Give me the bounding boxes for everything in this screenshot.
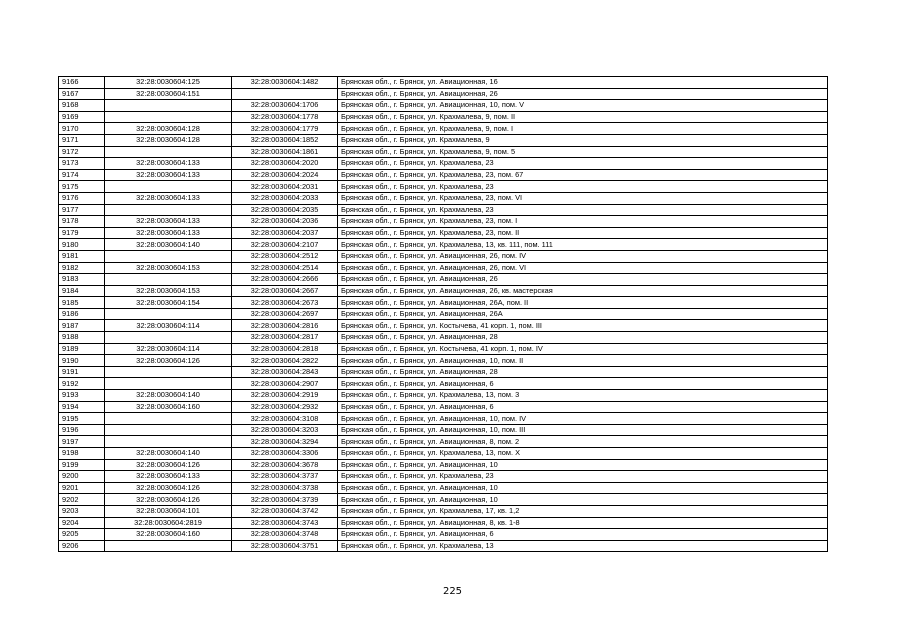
table-row bbox=[59, 494, 828, 506]
object-cadastral-cell: 32:28:0030604:3294 bbox=[232, 436, 338, 448]
object-cadastral-cell: 32:28:0030604:2031 bbox=[232, 181, 338, 193]
object-cadastral-cell: 32:28:0030604:2697 bbox=[232, 308, 338, 320]
parcel-cadastral-cell: 32:28:0030604:125 bbox=[105, 77, 232, 89]
object-cadastral-cell: 32:28:0030604:3678 bbox=[232, 459, 338, 471]
address-cell: Брянская обл., г. Брянск, ул. Крахмалева, 23 bbox=[338, 181, 828, 193]
parcel-cadastral-cell: 32:28:0030604:133 bbox=[105, 169, 232, 181]
parcel-cadastral-cell: 32:28:0030604:114 bbox=[105, 343, 232, 355]
object-cadastral-cell: 32:28:0030604:1482 bbox=[232, 77, 338, 89]
table-row bbox=[59, 192, 828, 204]
parcel-cadastral-cell bbox=[105, 366, 232, 378]
address-cell: Брянская обл., г. Брянск, ул. Авиационная, 10, пом. V bbox=[338, 100, 828, 112]
object-cadastral-cell: 32:28:0030604:2020 bbox=[232, 158, 338, 170]
row-number-cell: 9189 bbox=[59, 343, 105, 355]
row-number-cell: 9175 bbox=[59, 181, 105, 193]
table-row bbox=[59, 355, 828, 367]
object-cadastral-cell: 32:28:0030604:2107 bbox=[232, 239, 338, 251]
address-cell: Брянская обл., г. Брянск, ул. Крахмалева, 23 bbox=[338, 471, 828, 483]
row-number-cell: 9192 bbox=[59, 378, 105, 390]
parcel-cadastral-cell bbox=[105, 332, 232, 344]
row-number-cell: 9186 bbox=[59, 308, 105, 320]
parcel-cadastral-cell bbox=[105, 540, 232, 552]
row-number-cell: 9196 bbox=[59, 424, 105, 436]
row-number-cell: 9199 bbox=[59, 459, 105, 471]
address-cell: Брянская обл., г. Брянск, ул. Авиационная, 28 bbox=[338, 366, 828, 378]
address-cell: Брянская обл., г. Брянск, ул. Крахмалева, 23, пом. VI bbox=[338, 192, 828, 204]
object-cadastral-cell: 32:28:0030604:2035 bbox=[232, 204, 338, 216]
table-row bbox=[59, 250, 828, 262]
object-cadastral-cell: 32:28:0030604:3743 bbox=[232, 517, 338, 529]
parcel-cadastral-cell: 32:28:0030604:133 bbox=[105, 192, 232, 204]
table-row bbox=[59, 262, 828, 274]
row-number-cell: 9184 bbox=[59, 285, 105, 297]
table-row bbox=[59, 77, 828, 89]
table-row bbox=[59, 146, 828, 158]
object-cadastral-cell: 32:28:0030604:2512 bbox=[232, 250, 338, 262]
row-number-cell: 9203 bbox=[59, 505, 105, 517]
object-cadastral-cell: 32:28:0030604:2024 bbox=[232, 169, 338, 181]
parcel-cadastral-cell: 32:28:0030604:160 bbox=[105, 401, 232, 413]
address-cell: Брянская обл., г. Брянск, ул. Авиационная, 8, кв. 1-8 bbox=[338, 517, 828, 529]
address-cell: Брянская обл., г. Брянск, ул. Авиационная, 26, пом. VI bbox=[338, 262, 828, 274]
parcel-cadastral-cell bbox=[105, 378, 232, 390]
table-row bbox=[59, 134, 828, 146]
table-row bbox=[59, 100, 828, 112]
object-cadastral-cell: 32:28:0030604:3108 bbox=[232, 413, 338, 425]
table-row bbox=[59, 471, 828, 483]
address-cell: Брянская обл., г. Брянск, ул. Крахмалева, 23 bbox=[338, 204, 828, 216]
cadastral-table-body bbox=[59, 77, 828, 552]
table-row bbox=[59, 111, 828, 123]
table-row bbox=[59, 308, 828, 320]
object-cadastral-cell: 32:28:0030604:2667 bbox=[232, 285, 338, 297]
address-cell: Брянская обл., г. Брянск, ул. Авиационная, 26А, пом. II bbox=[338, 297, 828, 309]
row-number-cell: 9178 bbox=[59, 216, 105, 228]
address-cell: Брянская обл., г. Брянск, ул. Крахмалева, 13 bbox=[338, 540, 828, 552]
cadastral-table bbox=[58, 76, 828, 552]
parcel-cadastral-cell bbox=[105, 111, 232, 123]
parcel-cadastral-cell: 32:28:0030604:140 bbox=[105, 390, 232, 402]
table-row bbox=[59, 88, 828, 100]
table-row bbox=[59, 459, 828, 471]
row-number-cell: 9181 bbox=[59, 250, 105, 262]
address-cell: Брянская обл., г. Брянск, ул. Авиационная, 8, пом. 2 bbox=[338, 436, 828, 448]
row-number-cell: 9200 bbox=[59, 471, 105, 483]
address-cell: Брянская обл., г. Брянск, ул. Крахмалева, 23, пом. I bbox=[338, 216, 828, 228]
parcel-cadastral-cell: 32:28:0030604:153 bbox=[105, 262, 232, 274]
address-cell: Брянская обл., г. Брянск, ул. Авиационная, 26, пом. IV bbox=[338, 250, 828, 262]
parcel-cadastral-cell: 32:28:0030604:133 bbox=[105, 158, 232, 170]
object-cadastral-cell: 32:28:0030604:2843 bbox=[232, 366, 338, 378]
object-cadastral-cell: 32:28:0030604:1861 bbox=[232, 146, 338, 158]
address-cell: Брянская обл., г. Брянск, ул. Крахмалева, 23 bbox=[338, 158, 828, 170]
address-cell: Брянская обл., г. Брянск, ул. Авиационная, 26 bbox=[338, 274, 828, 286]
address-cell: Брянская обл., г. Брянск, ул. Авиационная, 6 bbox=[338, 401, 828, 413]
table-row bbox=[59, 517, 828, 529]
parcel-cadastral-cell: 32:28:0030604:153 bbox=[105, 285, 232, 297]
table-row bbox=[59, 285, 828, 297]
table-row bbox=[59, 448, 828, 460]
parcel-cadastral-cell bbox=[105, 436, 232, 448]
object-cadastral-cell: 32:28:0030604:2037 bbox=[232, 227, 338, 239]
table-row bbox=[59, 227, 828, 239]
object-cadastral-cell: 32:28:0030604:1852 bbox=[232, 134, 338, 146]
address-cell: Брянская обл., г. Брянск, ул. Авиационная, 16 bbox=[338, 77, 828, 89]
object-cadastral-cell: 32:28:0030604:3742 bbox=[232, 505, 338, 517]
address-cell: Брянская обл., г. Брянск, ул. Крахмалева, 13, пом. X bbox=[338, 448, 828, 460]
parcel-cadastral-cell: 32:28:0030604:140 bbox=[105, 448, 232, 460]
row-number-cell: 9206 bbox=[59, 540, 105, 552]
row-number-cell: 9177 bbox=[59, 204, 105, 216]
address-cell: Брянская обл., г. Брянск, ул. Крахмалева, 9, пом. 5 bbox=[338, 146, 828, 158]
parcel-cadastral-cell: 32:28:0030604:101 bbox=[105, 505, 232, 517]
address-cell: Брянская обл., г. Брянск, ул. Крахмалева, 9, пом. II bbox=[338, 111, 828, 123]
parcel-cadastral-cell: 32:28:0030604:126 bbox=[105, 482, 232, 494]
object-cadastral-cell: 32:28:0030604:2816 bbox=[232, 320, 338, 332]
address-cell: Брянская обл., г. Брянск, ул. Авиационная, 26А bbox=[338, 308, 828, 320]
parcel-cadastral-cell: 32:28:0030604:114 bbox=[105, 320, 232, 332]
table-row bbox=[59, 169, 828, 181]
row-number-cell: 9191 bbox=[59, 366, 105, 378]
table-row bbox=[59, 505, 828, 517]
table-row bbox=[59, 158, 828, 170]
parcel-cadastral-cell: 32:28:0030604:128 bbox=[105, 134, 232, 146]
parcel-cadastral-cell: 32:28:0030604:154 bbox=[105, 297, 232, 309]
parcel-cadastral-cell: 32:28:0030604:128 bbox=[105, 123, 232, 135]
row-number-cell: 9188 bbox=[59, 332, 105, 344]
parcel-cadastral-cell: 32:28:0030604:126 bbox=[105, 355, 232, 367]
object-cadastral-cell: 32:28:0030604:3751 bbox=[232, 540, 338, 552]
table-row bbox=[59, 401, 828, 413]
address-cell: Брянская обл., г. Брянск, ул. Авиационная, 6 bbox=[338, 529, 828, 541]
parcel-cadastral-cell: 32:28:0030604:2819 bbox=[105, 517, 232, 529]
table-row bbox=[59, 378, 828, 390]
parcel-cadastral-cell bbox=[105, 146, 232, 158]
parcel-cadastral-cell bbox=[105, 250, 232, 262]
row-number-cell: 9187 bbox=[59, 320, 105, 332]
row-number-cell: 9182 bbox=[59, 262, 105, 274]
table-row bbox=[59, 332, 828, 344]
parcel-cadastral-cell: 32:28:0030604:133 bbox=[105, 227, 232, 239]
row-number-cell: 9173 bbox=[59, 158, 105, 170]
parcel-cadastral-cell bbox=[105, 424, 232, 436]
object-cadastral-cell bbox=[232, 88, 338, 100]
parcel-cadastral-cell: 32:28:0030604:133 bbox=[105, 471, 232, 483]
object-cadastral-cell: 32:28:0030604:2036 bbox=[232, 216, 338, 228]
table-row bbox=[59, 413, 828, 425]
row-number-cell: 9195 bbox=[59, 413, 105, 425]
parcel-cadastral-cell: 32:28:0030604:160 bbox=[105, 529, 232, 541]
row-number-cell: 9205 bbox=[59, 529, 105, 541]
page-number: 225 bbox=[442, 586, 463, 597]
object-cadastral-cell: 32:28:0030604:2817 bbox=[232, 332, 338, 344]
object-cadastral-cell: 32:28:0030604:2822 bbox=[232, 355, 338, 367]
address-cell: Брянская обл., г. Брянск, ул. Крахмалева, 13, кв. 111, пом. 111 bbox=[338, 239, 828, 251]
row-number-cell: 9193 bbox=[59, 390, 105, 402]
row-number-cell: 9172 bbox=[59, 146, 105, 158]
row-number-cell: 9180 bbox=[59, 239, 105, 251]
table-row bbox=[59, 482, 828, 494]
address-cell: Брянская обл., г. Брянск, ул. Крахмалева, 17, кв. 1,2 bbox=[338, 505, 828, 517]
table-row bbox=[59, 436, 828, 448]
table-row bbox=[59, 204, 828, 216]
row-number-cell: 9168 bbox=[59, 100, 105, 112]
row-number-cell: 9198 bbox=[59, 448, 105, 460]
row-number-cell: 9174 bbox=[59, 169, 105, 181]
table-row bbox=[59, 320, 828, 332]
address-cell: Брянская обл., г. Брянск, ул. Крахмалева, 9 bbox=[338, 134, 828, 146]
parcel-cadastral-cell bbox=[105, 204, 232, 216]
object-cadastral-cell: 32:28:0030604:3738 bbox=[232, 482, 338, 494]
object-cadastral-cell: 32:28:0030604:3739 bbox=[232, 494, 338, 506]
object-cadastral-cell: 32:28:0030604:3748 bbox=[232, 529, 338, 541]
object-cadastral-cell: 32:28:0030604:2907 bbox=[232, 378, 338, 390]
address-cell: Брянская обл., г. Брянск, ул. Авиационная, 10 bbox=[338, 459, 828, 471]
parcel-cadastral-cell bbox=[105, 100, 232, 112]
parcel-cadastral-cell: 32:28:0030604:126 bbox=[105, 459, 232, 471]
row-number-cell: 9169 bbox=[59, 111, 105, 123]
table-row bbox=[59, 343, 828, 355]
parcel-cadastral-cell: 32:28:0030604:133 bbox=[105, 216, 232, 228]
object-cadastral-cell: 32:28:0030604:3737 bbox=[232, 471, 338, 483]
object-cadastral-cell: 32:28:0030604:2818 bbox=[232, 343, 338, 355]
object-cadastral-cell: 32:28:0030604:2033 bbox=[232, 192, 338, 204]
row-number-cell: 9166 bbox=[59, 77, 105, 89]
address-cell: Брянская обл., г. Брянск, ул. Авиационная, 10 bbox=[338, 494, 828, 506]
row-number-cell: 9176 bbox=[59, 192, 105, 204]
object-cadastral-cell: 32:28:0030604:3203 bbox=[232, 424, 338, 436]
row-number-cell: 9185 bbox=[59, 297, 105, 309]
address-cell: Брянская обл., г. Брянск, ул. Крахмалева, 23, пом. II bbox=[338, 227, 828, 239]
table-row bbox=[59, 297, 828, 309]
address-cell: Брянская обл., г. Брянск, ул. Авиационная, 26 bbox=[338, 88, 828, 100]
address-cell: Брянская обл., г. Брянск, ул. Авиационная, 10, пом. IV bbox=[338, 413, 828, 425]
table-row bbox=[59, 424, 828, 436]
row-number-cell: 9171 bbox=[59, 134, 105, 146]
table-row bbox=[59, 216, 828, 228]
address-cell: Брянская обл., г. Брянск, ул. Крахмалева, 9, пом. I bbox=[338, 123, 828, 135]
parcel-cadastral-cell bbox=[105, 308, 232, 320]
address-cell: Брянская обл., г. Брянск, ул. Авиационная, 28 bbox=[338, 332, 828, 344]
address-cell: Брянская обл., г. Брянск, ул. Авиационная, 26, кв. мастерская bbox=[338, 285, 828, 297]
parcel-cadastral-cell bbox=[105, 274, 232, 286]
row-number-cell: 9197 bbox=[59, 436, 105, 448]
row-number-cell: 9202 bbox=[59, 494, 105, 506]
object-cadastral-cell: 32:28:0030604:1778 bbox=[232, 111, 338, 123]
row-number-cell: 9190 bbox=[59, 355, 105, 367]
object-cadastral-cell: 32:28:0030604:2932 bbox=[232, 401, 338, 413]
address-cell: Брянская обл., г. Брянск, ул. Авиационная, 10 bbox=[338, 482, 828, 494]
address-cell: Брянская обл., г. Брянск, ул. Костычева, 41 корп. 1, пом. III bbox=[338, 320, 828, 332]
address-cell: Брянская обл., г. Брянск, ул. Костычева, 41 корп. 1, пом. IV bbox=[338, 343, 828, 355]
row-number-cell: 9204 bbox=[59, 517, 105, 529]
table-row bbox=[59, 390, 828, 402]
parcel-cadastral-cell bbox=[105, 413, 232, 425]
row-number-cell: 9201 bbox=[59, 482, 105, 494]
address-cell: Брянская обл., г. Брянск, ул. Авиационная, 10, пом. III bbox=[338, 424, 828, 436]
row-number-cell: 9167 bbox=[59, 88, 105, 100]
table-row bbox=[59, 366, 828, 378]
object-cadastral-cell: 32:28:0030604:1706 bbox=[232, 100, 338, 112]
table-row bbox=[59, 239, 828, 251]
row-number-cell: 9179 bbox=[59, 227, 105, 239]
object-cadastral-cell: 32:28:0030604:2673 bbox=[232, 297, 338, 309]
row-number-cell: 9170 bbox=[59, 123, 105, 135]
table-row bbox=[59, 540, 828, 552]
address-cell: Брянская обл., г. Брянск, ул. Крахмалева, 23, пом. 67 bbox=[338, 169, 828, 181]
table-row bbox=[59, 123, 828, 135]
table-row bbox=[59, 181, 828, 193]
address-cell: Брянская обл., г. Брянск, ул. Авиационная, 6 bbox=[338, 378, 828, 390]
parcel-cadastral-cell bbox=[105, 181, 232, 193]
table-row bbox=[59, 274, 828, 286]
table-row bbox=[59, 529, 828, 541]
parcel-cadastral-cell: 32:28:0030604:126 bbox=[105, 494, 232, 506]
address-cell: Брянская обл., г. Брянск, ул. Авиационная, 10, пом. II bbox=[338, 355, 828, 367]
row-number-cell: 9183 bbox=[59, 274, 105, 286]
row-number-cell: 9194 bbox=[59, 401, 105, 413]
object-cadastral-cell: 32:28:0030604:1779 bbox=[232, 123, 338, 135]
parcel-cadastral-cell: 32:28:0030604:140 bbox=[105, 239, 232, 251]
object-cadastral-cell: 32:28:0030604:3306 bbox=[232, 448, 338, 460]
object-cadastral-cell: 32:28:0030604:2514 bbox=[232, 262, 338, 274]
parcel-cadastral-cell: 32:28:0030604:151 bbox=[105, 88, 232, 100]
object-cadastral-cell: 32:28:0030604:2666 bbox=[232, 274, 338, 286]
object-cadastral-cell: 32:28:0030604:2919 bbox=[232, 390, 338, 402]
address-cell: Брянская обл., г. Брянск, ул. Крахмалева, 13, пом. 3 bbox=[338, 390, 828, 402]
